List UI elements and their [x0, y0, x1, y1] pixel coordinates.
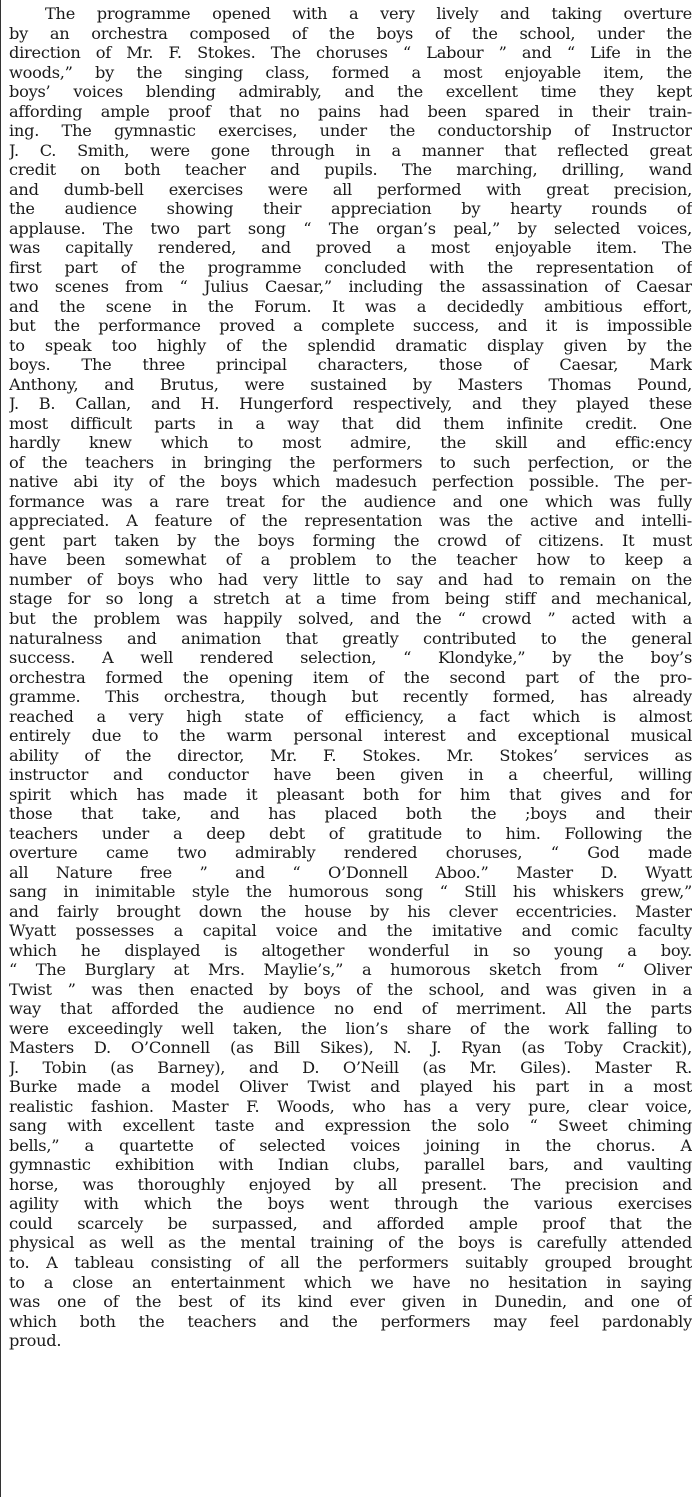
article-line: Burke made a model Oliver Twist and played his part in a most	[9, 1077, 692, 1097]
article-line: credit on both teacher and pupils. The marching, drilling, wand	[9, 160, 692, 180]
article-line: teachers under a deep debt of gratitude to him. Following the	[9, 823, 692, 843]
article-line: “ The Burglary at Mrs. Maylie’s,” a humorous sketch from “ Oliver	[9, 960, 692, 980]
article-line: spirit which has made it pleasant both for him that gives and for	[9, 784, 692, 804]
article-line: two scenes from “ Julius Caesar,” including the assassination of Caesar	[9, 277, 692, 297]
article-line: reached a very high state of efficiency, a fact which is almost	[9, 706, 692, 726]
article-line: appreciated. A feature of the representation was the active and intelli-	[9, 511, 692, 531]
article-line: affording ample proof that no pains had been spared in their train-	[9, 101, 692, 121]
article-line: could scarcely be surpassed, and afforded ample proof that the	[9, 1213, 692, 1233]
article-line: those that take, and has placed both the ;boys and their	[9, 804, 692, 824]
article-line: were exceedingly well taken, the lion’s share of the work falling to	[9, 1018, 692, 1038]
article-line: J. C. Smith, were gone through in a manner that reflected great	[9, 140, 692, 160]
article-line: J. Tobin (as Barney), and D. O’Neill (as Mr. Giles). Master R.	[9, 1057, 692, 1077]
article-line: and dumb-bell exercises were all performed with great precision,	[9, 179, 692, 199]
article-line: instructor and conductor have been given in a cheerful, willing	[9, 765, 692, 785]
article-line: ability of the director, Mr. F. Stokes. Mr. Stokes’ services as	[9, 745, 692, 765]
article-line: bells,” a quartette of selected voices joining in the chorus. A	[9, 1135, 692, 1155]
article-body	[9, 4, 692, 1351]
article-line: sang in inimitable style the humorous song “ Still his whiskers grew,”	[9, 882, 692, 902]
article-line: number of boys who had very little to say and had to remain on the	[9, 569, 692, 589]
article-line: to a close an entertainment which we have no hesitation in saying	[9, 1272, 692, 1292]
article-line: overture came two admirably rendered choruses, “ God made	[9, 843, 692, 863]
article-line: first part of the programme concluded with the representation of	[9, 257, 692, 277]
article-line: to. A tableau consisting of all the performers suitably grouped brought	[9, 1253, 692, 1272]
article-line: agility with which the boys went through the various exercises	[9, 1194, 692, 1214]
article-line: gymnastic exhibition with Indian clubs, parallel bars, and vaulting	[9, 1155, 692, 1175]
article-line: and fairly brought down the house by his clever eccentricies. Master	[9, 901, 692, 921]
article-line: success. A well rendered selection, “ Klondyke,” by the boy’s	[9, 648, 692, 668]
article-line: Masters D. O’Connell (as Bill Sikes), N. J. Ryan (as Toby Crackit),	[9, 1038, 692, 1058]
article-line: ing. The gymnastic exercises, under the conductorship of Instructor	[9, 121, 692, 141]
article-line: naturalness and animation that greatly contributed to the general	[9, 628, 692, 648]
article-line: boys. The three principal characters, those of Caesar, Mark	[9, 355, 692, 375]
article-line: gent part taken by the boys forming the crowd of citizens. It must	[9, 530, 692, 550]
article-line: have been somewhat of a problem to the teacher how to keep a	[9, 550, 692, 570]
article-line: realistic fashion. Master F. Woods, who has a very pure, clear voice,	[9, 1096, 692, 1116]
article-line: Anthony, and Brutus, were sustained by Masters Thomas Pound,	[9, 374, 692, 394]
article-line: but the problem was happily solved, and the “ crowd ” acted with a	[9, 608, 692, 628]
article-line: formance was a rare treat for the audience and one which was fully	[9, 491, 692, 511]
article-line: gramme. This orchestra, though but recently formed, has already	[9, 687, 692, 707]
article-line: and the scene in the Forum. It was a decidedly ambitious effort,	[9, 296, 692, 316]
article-line: hardly knew which to most admire, the skill and effic:ency	[9, 433, 692, 453]
article-line: was one of the best of its kind ever given in Dunedin, and one of	[9, 1292, 692, 1312]
article-line: which both the teachers and the performers may feel pardonably	[9, 1311, 692, 1331]
article-line: the audience showing their appreciation by hearty rounds of	[9, 199, 692, 219]
article-line: to speak too highly of the splendid dramatic display given by the	[9, 335, 692, 355]
article-line: boys’ voices blending admirably, and the excellent time they kept	[9, 82, 692, 102]
article-line: horse, was thoroughly enjoyed by all present. The precision and	[9, 1174, 692, 1194]
article-line: way that afforded the audience no end of merriment. All the parts	[9, 999, 692, 1019]
article-line: J. B. Callan, and H. Hungerford respectively, and they played these	[9, 394, 692, 414]
article-line: all Nature free ” and “ O’Donnell Aboo.” Master D. Wyatt	[9, 862, 692, 882]
article-line: but the performance proved a complete success, and it is impossible	[9, 316, 692, 336]
article-line: which he displayed is altogether wonderful in so young a boy.	[9, 940, 692, 960]
article-line: woods,” by the singing class, formed a most enjoyable item, the	[9, 62, 692, 82]
article-line: was capitally rendered, and proved a most enjoyable item. The	[9, 238, 692, 258]
article-line: Twist ” was then enacted by boys of the school, and was given in a	[9, 979, 692, 999]
article-line: physical as well as the mental training of the boys is carefully attended	[9, 1233, 692, 1253]
article-line: most difficult parts in a way that did them infinite credit. One	[9, 413, 692, 433]
article-line: direction of Mr. F. Stokes. The choruses “ Labour ” and “ Life in the	[9, 43, 692, 63]
article-line: native abi ity of the boys which madesuch perfection possible. The per-	[9, 472, 692, 492]
article-line: orchestra formed the opening item of the second part of the pro-	[9, 667, 692, 687]
article-line: stage for so long a stretch at a time from being stiff and mechanical,	[9, 589, 692, 609]
article-line: Wyatt possesses a capital voice and the imitative and comic faculty	[9, 921, 692, 941]
article-line: of the teachers in bringing the performers to such perfection, or the	[9, 452, 692, 472]
article-line: entirely due to the warm personal interest and exceptional musical	[9, 726, 692, 746]
article-line: applause. The two part song “ The organ’s peal,” by selected voices,	[9, 218, 692, 238]
article-line: proud.	[9, 1331, 62, 1351]
article-line: The programme opened with a very lively and taking overture	[45, 4, 692, 23]
article-line: by an orchestra composed of the boys of the school, under the	[9, 23, 692, 43]
article-line: sang with excellent taste and expression the solo “ Sweet chiming	[9, 1116, 692, 1136]
